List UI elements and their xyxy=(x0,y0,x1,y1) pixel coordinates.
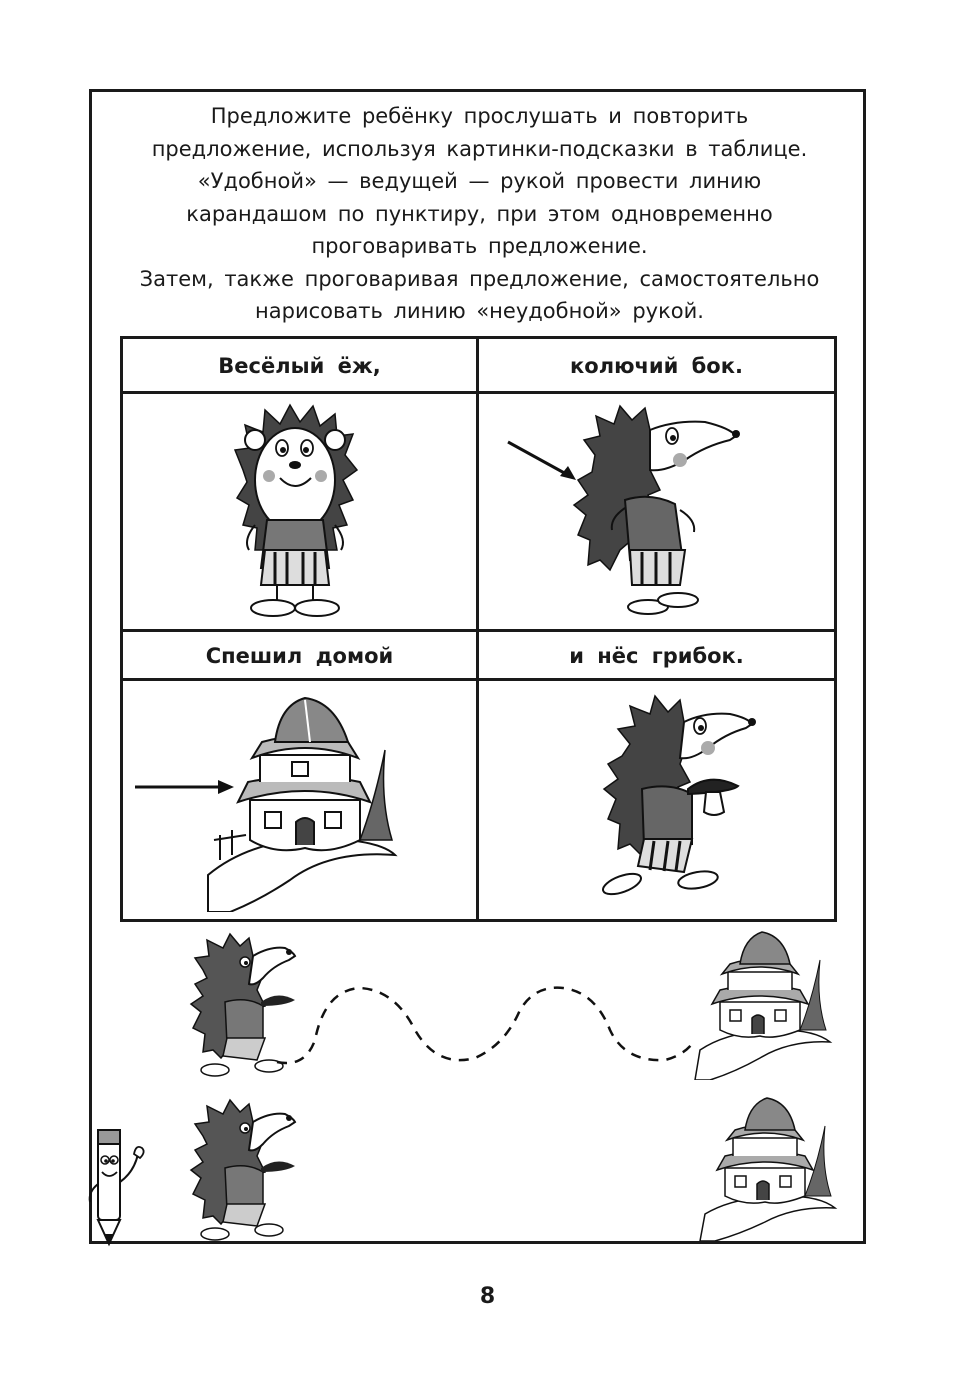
small-hedgehog-figure xyxy=(191,934,295,1076)
instruction-line: Затем, также проговаривая предложение, самостоятельно xyxy=(139,266,820,291)
instruction-line: «Удобной» — ведущей — рукой провести линию xyxy=(197,169,762,193)
hedgehog-side-illustration xyxy=(500,400,750,622)
instruction-line: Предложите ребёнку прослушать и повторить xyxy=(210,104,749,128)
hedgehog-front-illustration xyxy=(225,400,365,625)
small-house-figure xyxy=(695,932,830,1080)
house-illustration xyxy=(130,690,470,912)
tracing-exercise-free xyxy=(185,1096,845,1241)
hedgehog-mushroom-illustration xyxy=(580,694,760,904)
phrase-vesely-ezh: Весёлый ёж, xyxy=(218,354,381,378)
pencil-mascot-icon xyxy=(84,1122,154,1247)
table-header-cell xyxy=(479,342,834,390)
phrase-koluchy-bok: колючий бок. xyxy=(570,354,743,378)
table-header-cell xyxy=(479,632,834,680)
instruction-line: нарисовать линию «неудобной» рукой. xyxy=(255,299,704,323)
page-number: 8 xyxy=(479,1284,496,1309)
instructions-text xyxy=(108,100,851,328)
small-house-figure xyxy=(700,1098,835,1241)
instruction-line: проговаривать предложение. xyxy=(311,234,648,258)
table-header-cell xyxy=(123,632,476,680)
phrase-speshil-domoy: Спешил домой xyxy=(205,644,394,668)
table-header-cell xyxy=(123,342,476,390)
tracing-exercise-dashed xyxy=(185,930,845,1080)
instruction-line: карандашом по пунктиру, при этом одновременно xyxy=(186,201,773,226)
small-hedgehog-figure xyxy=(191,1100,295,1240)
table-divider xyxy=(120,391,837,394)
phrase-nes-gribok: и нёс грибок. xyxy=(569,644,744,668)
instruction-line: предложение, используя картинки-подсказки в таблице. xyxy=(151,136,808,161)
